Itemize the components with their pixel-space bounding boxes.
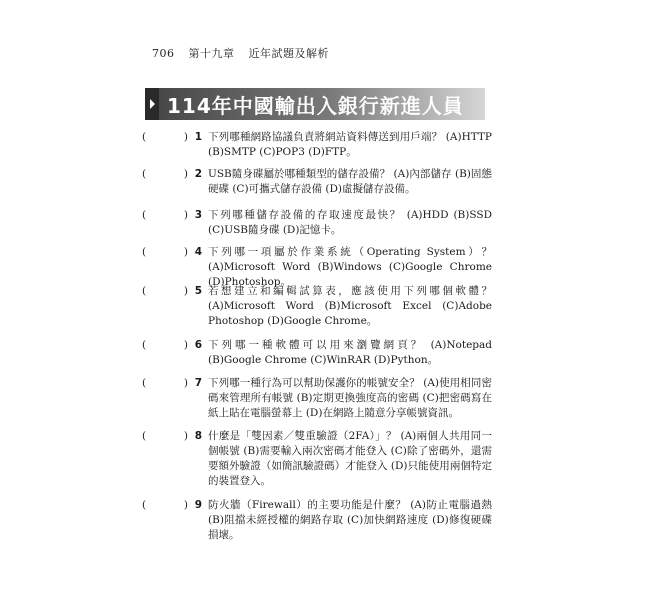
answer-paren-open: ( — [142, 209, 147, 221]
question-text: 下列哪種網路協議負責將網站資料傳送到用戶端？ (A)HTTP (B)SMTP (C)POP3 (D)FTP。 — [208, 131, 492, 158]
page-header — [152, 45, 339, 61]
answer-blank — [142, 376, 188, 391]
question-text: 什麼是「雙因素／雙重驗證（2FA）」？ (A)兩個人共用同一個帳號 (B)需要輸入兩次密碼才能登入 (C)除了密碼外，還需要額外驗證（如簡訊驗證碼）才能登入 (D)只能使用兩個特定的裝置登入。 — [208, 430, 492, 487]
question-text: 下列哪一種軟體可以用來瀏覽網頁？ (A)Notepad (B)Google Chrome (C)WinRAR (D)Python。 — [208, 339, 492, 366]
question-text: 下列哪一種行為可以幫助保護你的帳號安全？ (A)使用相同密碼來管理所有帳號 (B)定期更換強度高的密碼 (C)把密碼寫在紙上貼在電腦螢幕上 (D)在網路上隨意分享帳號資訊。 — [208, 377, 492, 419]
question-number: 5 — [194, 285, 202, 297]
question-item — [142, 208, 492, 238]
question-text: 防火牆（Firewall）的主要功能是什麼？ (A)防止電腦過熱 (B)阻擋未經授權的網路存取 (C)加快網路速度 (D)修復硬碟損壞。 — [208, 499, 492, 541]
answer-paren-open: ( — [142, 168, 147, 180]
answer-paren-close: ) — [183, 246, 188, 258]
answer-paren-close: ) — [183, 209, 188, 221]
question-number: 4 — [194, 246, 202, 258]
answer-paren-open: ( — [142, 339, 147, 351]
answer-paren-open: ( — [142, 377, 147, 389]
answer-paren-close: ) — [183, 131, 188, 143]
question-item — [142, 167, 492, 197]
answer-blank — [142, 429, 188, 444]
answer-blank — [142, 208, 188, 223]
question-text: 下列哪種儲存設備的存取速度最快？ (A)HDD (B)SSD (C)USB隨身碟 (D)記憶卡。 — [208, 209, 492, 236]
triangle-marker-icon — [145, 88, 159, 120]
answer-blank — [142, 498, 188, 513]
question-item — [142, 338, 492, 368]
title-banner — [145, 88, 485, 120]
question-number: 1 — [194, 131, 202, 143]
question-text: 若想建立和編輯試算表，應該使用下列哪個軟體？ (A)Microsoft Word (B)Microsoft Excel (C)Adobe Photoshop (D)Google Chrome。 — [208, 285, 492, 327]
question-item — [142, 130, 492, 160]
question-item — [142, 429, 492, 489]
answer-paren-close: ) — [183, 168, 188, 180]
answer-blank — [142, 338, 188, 353]
page-number: 706 — [152, 47, 175, 60]
question-number: 6 — [194, 339, 202, 351]
answer-paren-open: ( — [142, 285, 147, 297]
question-text: 下列哪一項屬於作業系統（Operating System）？ (A)Microsoft Word (B)Windows (C)Google Chrome (D)Photoshop。 — [208, 246, 492, 288]
chapter-label: 第十九章 — [188, 47, 235, 60]
question-item — [142, 376, 492, 421]
answer-blank — [142, 167, 188, 182]
question-number: 8 — [194, 430, 202, 442]
answer-paren-close: ) — [183, 377, 188, 389]
answer-paren-open: ( — [142, 430, 147, 442]
question-item — [142, 284, 492, 329]
answer-paren-close: ) — [183, 499, 188, 511]
question-number: 9 — [194, 499, 202, 511]
answer-paren-open: ( — [142, 246, 147, 258]
question-number: 2 — [194, 168, 202, 180]
answer-paren-open: ( — [142, 131, 147, 143]
answer-blank — [142, 130, 188, 145]
answer-paren-close: ) — [183, 430, 188, 442]
answer-paren-close: ) — [183, 285, 188, 297]
section-label: 近年試題及解析 — [248, 47, 329, 60]
question-number: 7 — [194, 377, 202, 389]
answer-paren-open: ( — [142, 499, 147, 511]
answer-paren-close: ) — [183, 339, 188, 351]
question-item — [142, 498, 492, 543]
question-number: 3 — [194, 209, 202, 221]
question-text: USB隨身碟屬於哪種類型的儲存設備？ (A)內部儲存 (B)固態硬碟 (C)可攜式儲存設備 (D)虛擬儲存設備。 — [208, 168, 492, 195]
exam-title: 114年中國輸出入銀行新進人員 — [167, 93, 464, 118]
answer-blank — [142, 284, 188, 299]
answer-blank — [142, 245, 188, 260]
